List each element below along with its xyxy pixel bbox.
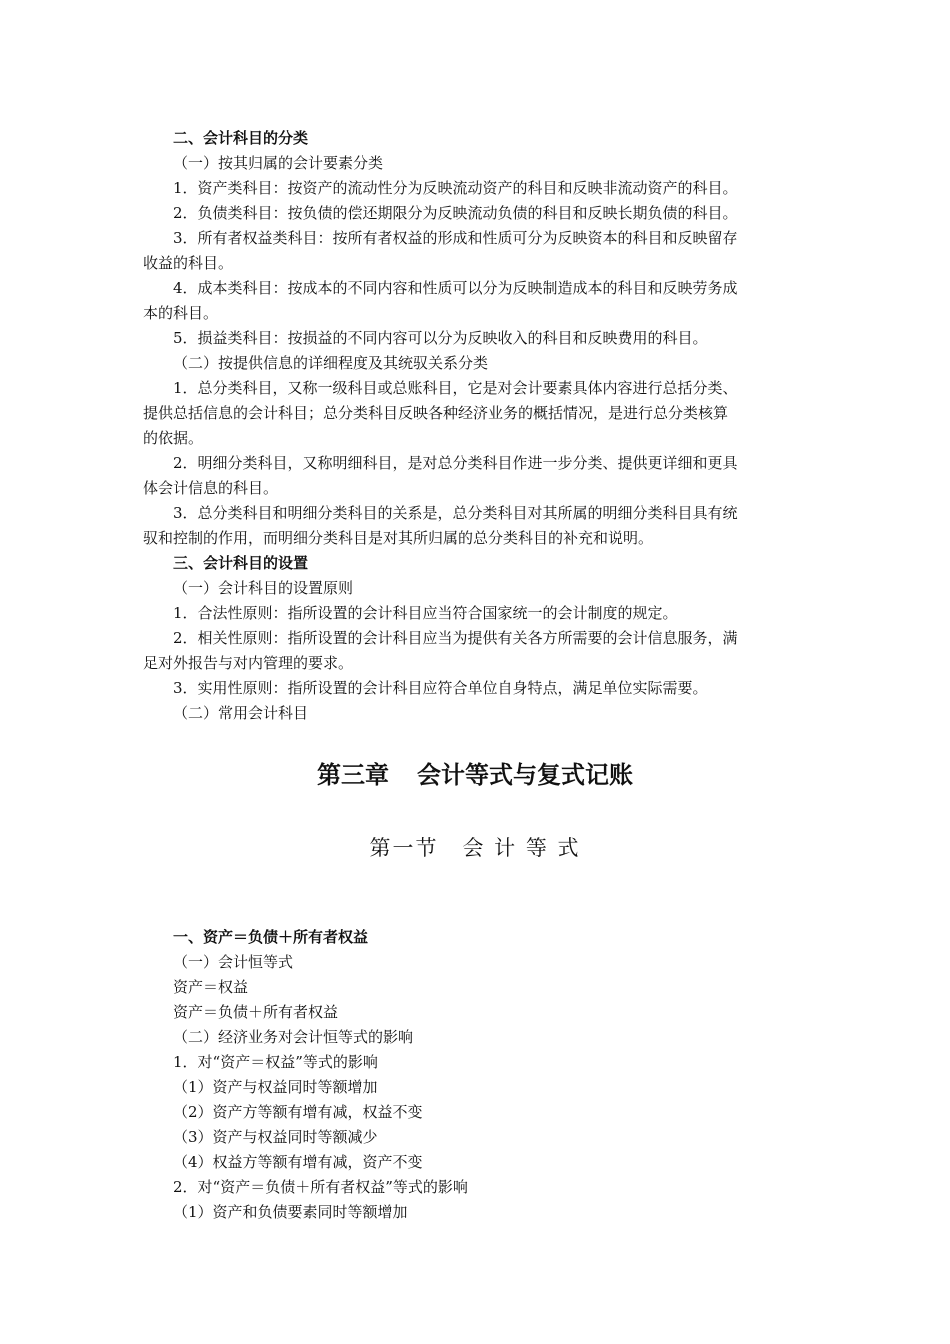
paragraph-line: 2．负债类科目：按负债的偿还期限分为反映流动负债的科目和反映长期负债的科目。: [173, 204, 738, 222]
paragraph-line: 2．相关性原则：指所设置的会计科目应当为提供有关各方所需要的会计信息服务，满: [173, 629, 738, 647]
paragraph-line: 1．对“资产＝权益”等式的影响: [173, 1053, 378, 1071]
list-item: （4）权益方等额有增有减，资产不变: [173, 1153, 423, 1171]
paragraph-line: 2．明细分类科目，又称明细科目，是对总分类科目作进一步分类、提供更详细和更具: [173, 454, 738, 472]
formula-line: 资产＝负债＋所有者权益: [173, 1003, 339, 1021]
subheading: （一）会计恒等式: [173, 953, 294, 971]
subheading: （一）会计科目的设置原则: [173, 579, 354, 597]
section-name: 会 计 等 式: [462, 836, 581, 860]
subheading: （二）按提供信息的详细程度及其统驭关系分类: [173, 354, 489, 372]
paragraph-line: 本的科目。: [143, 304, 219, 322]
section-heading-equation: 一、资产＝负债＋所有者权益: [173, 928, 369, 946]
list-item: （1）资产和负债要素同时等额增加: [173, 1203, 408, 1221]
section-heading-classification: 二、会计科目的分类: [173, 129, 309, 147]
paragraph-line: 驭和控制的作用，而明细分类科目是对其所归属的总分类科目的补充和说明。: [143, 529, 654, 547]
list-item: （1）资产与权益同时等额增加: [173, 1078, 378, 1096]
paragraph-line: 收益的科目。: [143, 254, 234, 272]
chapter-name: 会计等式与复式记账: [417, 761, 633, 789]
subheading: （二）经济业务对会计恒等式的影响: [173, 1028, 414, 1046]
paragraph-line: 的依据。: [143, 429, 204, 447]
subheading: （二）常用会计科目: [173, 704, 309, 722]
formula-line: 资产＝权益: [173, 978, 249, 996]
paragraph-line: 2．对“资产＝负债＋所有者权益”等式的影响: [173, 1178, 468, 1196]
subheading: （一）按其归属的会计要素分类: [173, 154, 384, 172]
section-title: [0, 834, 950, 862]
list-item: （3）资产与权益同时等额减少: [173, 1128, 378, 1146]
paragraph-line: 5．损益类科目：按损益的不同内容可以分为反映收入的科目和反映费用的科目。: [173, 329, 708, 347]
paragraph-line: 足对外报告与对内管理的要求。: [143, 654, 354, 672]
section-heading-setup: 三、会计科目的设置: [173, 554, 309, 572]
chapter-number: 第三章: [317, 761, 389, 789]
paragraph-line: 1．总分类科目，又称一级科目或总账科目，它是对会计要素具体内容进行总括分类、: [173, 379, 738, 397]
chapter-title: [0, 759, 950, 791]
paragraph-line: 3．实用性原则：指所设置的会计科目应符合单位自身特点，满足单位实际需要。: [173, 679, 708, 697]
list-item: （2）资产方等额有增有减，权益不变: [173, 1103, 423, 1121]
paragraph-line: 3．所有者权益类科目：按所有者权益的形成和性质可分为反映资本的科目和反映留存: [173, 229, 738, 247]
paragraph-line: 体会计信息的科目。: [143, 479, 279, 497]
paragraph-line: 提供总括信息的会计科目；总分类科目反映各种经济业务的概括情况，是进行总分类核算: [143, 404, 729, 422]
paragraph-line: 3．总分类科目和明细分类科目的关系是，总分类科目对其所属的明细分类科目具有统: [173, 504, 738, 522]
paragraph-line: 1．资产类科目：按资产的流动性分为反映流动资产的科目和反映非流动资产的科目。: [173, 179, 738, 197]
paragraph-line: 4．成本类科目：按成本的不同内容和性质可以分为反映制造成本的科目和反映劳务成: [173, 279, 738, 297]
paragraph-line: 1．合法性原则：指所设置的会计科目应当符合国家统一的会计制度的规定。: [173, 604, 678, 622]
section-number: 第一节: [369, 836, 439, 860]
